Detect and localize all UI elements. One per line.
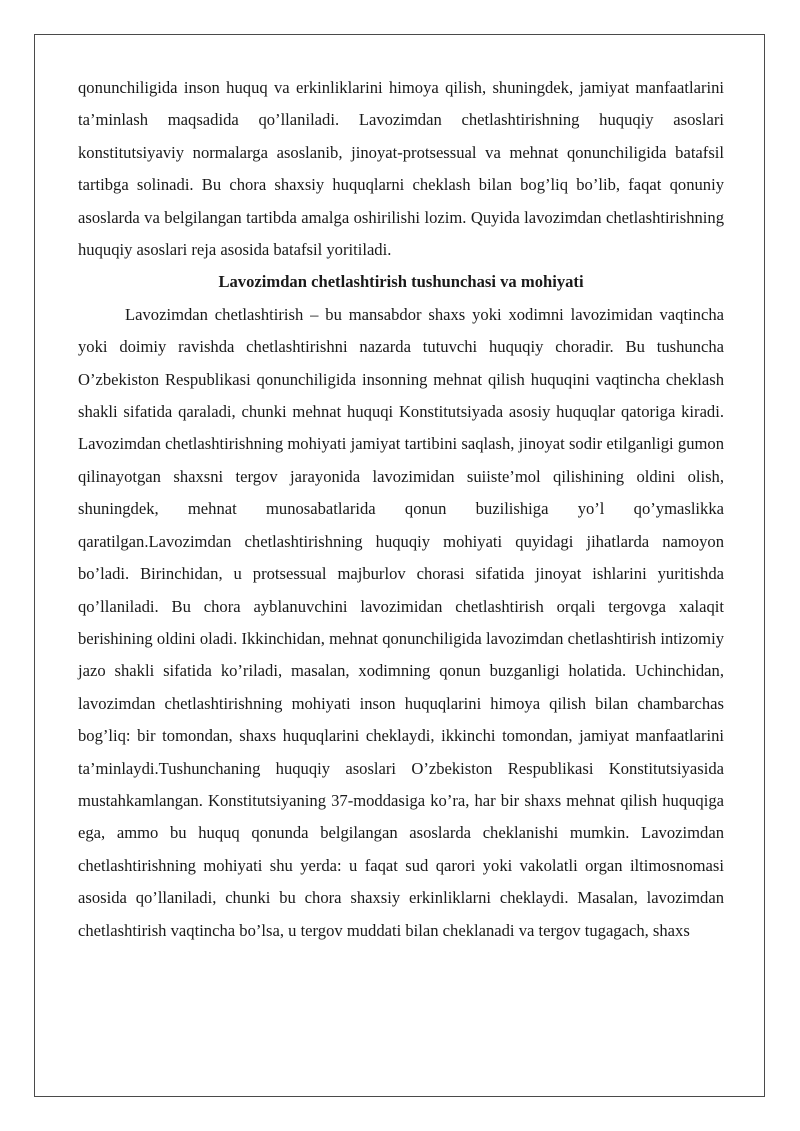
document-body (78, 72, 724, 947)
intro-paragraph: qonunchiligida inson huquq va erkinliklarini himoya qilish, shuningdek, jamiyat manfaatlarini ta’minlash maqsadida qo’llaniladi. Lavozimdan chetlashtirishning huquqiy asoslari konstitutsiyaviy normalarga asoslanib, jinoyat-protsessual va mehnat qonunchiligida batafsil tartibga solinadi. Bu chora shaxsiy huquqlarni cheklash bilan bog’liq bo’lib, faqat qonuniy asoslarda va belgilangan tartibda amalga oshirilishi lozim. Quyida lavozimdan chetlashtirishning huquqiy asoslari reja asosida batafsil yoritiladi. (78, 78, 724, 260)
body-paragraph: Lavozimdan chetlashtirish – bu mansabdor shaxs yoki xodimni lavozimidan vaqtincha yoki doimiy ravishda chetlashtirishni nazarda tutuvchi huquqiy choradir. Bu tushuncha O’zbekiston Respublikasi qonunchiligida insonning mehnat qilish huquqini vaqtincha cheklash shakli sifatida qaraladi, chunki mehnat huquqi Konstitutsiyada asosiy huquqlar qatoriga kiradi. Lavozimdan chetlashtirishning mohiyati jamiyat tartibini saqlash, jinoyat sodir etilganligi gumon qilinayotgan shaxsni tergov jarayonida lavozimidan suiiste’mol qilishining oldini olish, shuningdek, mehnat munosabatlarida qonun buzilishiga yo’l qo’ymaslikka qaratilgan.Lavozimdan chetlashtirishning huquqiy mohiyati quyidagi jihatlarda namoyon bo’ladi. Birinchidan, u protsessual majburlov chorasi sifatida jinoyat ishlarini yuritishda qo’llaniladi. Bu chora ayblanuvchini lavozimidan chetlashtirish orqali tergovga xalaqit berishining oldini oladi. Ikkinchidan, mehnat qonunchiligida lavozimdan chetlashtirish intizomiy jazo shakli sifatida ko’riladi, masalan, xodimning qonun buzganligi holatida. Uchinchidan, lavozimdan chetlashtirishning mohiyati inson huquqlarini himoya qilish bilan chambarchas bog’liq: bir tomondan, shaxs huquqlarini cheklaydi, ikkinchi tomondan, jamiyat manfaatlarini ta’minlaydi.Tushunchaning huquqiy asoslari O’zbekiston Respublikasi Konstitutsiyasida mustahkamlangan. Konstitutsiyaning 37-moddasiga ko’ra, har bir shaxs mehnat qilish huquqiga ega, ammo bu huquq qonunda belgilangan asoslarda cheklanishi mumkin. Lavozimdan chetlashtirishning mohiyati shu yerda: u faqat sud qarori yoki vakolatli organ iltimosnomasi asosida qo’llaniladi, chunki bu chora shaxsiy erkinliklarni cheklaydi. Masalan, lavozimdan chetlashtirish vaqtincha bo’lsa, u tergov muddati bilan cheklanadi va tergov tugagach, shaxs (78, 304, 724, 940)
section-heading: Lavozimdan chetlashtirish tushunchasi va mohiyati (218, 272, 584, 292)
